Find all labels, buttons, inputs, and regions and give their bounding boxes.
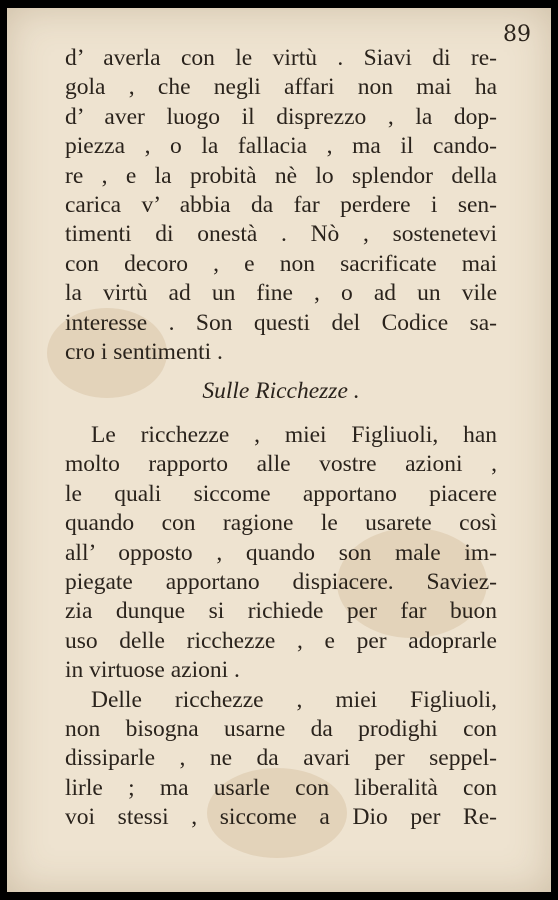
text-line: dissiparle , ne da avari per seppel-	[65, 745, 497, 772]
text-line: Le ricchezze , miei Figliuoli, han	[91, 421, 497, 448]
text-line: Delle ricchezze , miei Figliuoli,	[91, 686, 497, 713]
text-line: quando con ragione le usarete così	[65, 510, 497, 537]
text-line: interesse . Son questi del Codice sa-	[65, 309, 497, 336]
text-line: con decoro , e non sacrificate mai	[65, 250, 497, 277]
text-line: carica v’ abbia da far perdere i sen-	[65, 192, 497, 219]
text-line: uso delle ricchezze , e per adoprarle	[65, 627, 497, 654]
text-line: d’ averla con le virtù . Siavi di re-	[65, 45, 497, 71]
text-line: lirle ; ma usarle con liberalità con	[65, 774, 497, 801]
text-line: la virtù ad un fine , o ad un vile	[65, 280, 497, 307]
text-line: d’ aver luogo il disprezzo , la dop-	[65, 103, 497, 130]
text-line: le quali siccome apportano piacere	[65, 480, 497, 507]
text-line: gola , che negli affari non mai ha	[65, 74, 497, 101]
page-number: 89	[503, 22, 531, 47]
text-line: piegate apportano dispiacere. Saviez-	[65, 568, 497, 595]
text-line: zia dunque si richiede per far buon	[65, 598, 497, 625]
text-line: timenti di onestà . Nò , sostenetevi	[65, 221, 497, 248]
paragraph-1	[65, 44, 497, 367]
text-line: in virtuose azioni .	[65, 657, 240, 684]
section-heading: Sulle Ricchezze .	[202, 378, 360, 405]
text-line: non bisogna usarne da prodighi con	[65, 715, 497, 742]
text-line: cro i sentimenti .	[65, 339, 223, 366]
book-page	[7, 8, 551, 892]
text-line: re , e la probità nè lo splendor della	[65, 162, 497, 189]
paragraph-3	[65, 686, 497, 833]
page-text	[65, 44, 497, 833]
text-line: molto rapporto alle vostre azioni ,	[65, 451, 497, 478]
text-line: piezza , o la fallacia , ma il cando-	[65, 133, 497, 160]
paragraph-2	[65, 421, 497, 686]
text-line: all’ opposto , quando son male im-	[65, 539, 497, 566]
text-line: voi stessi , siccome a Dio per Re-	[65, 804, 497, 831]
